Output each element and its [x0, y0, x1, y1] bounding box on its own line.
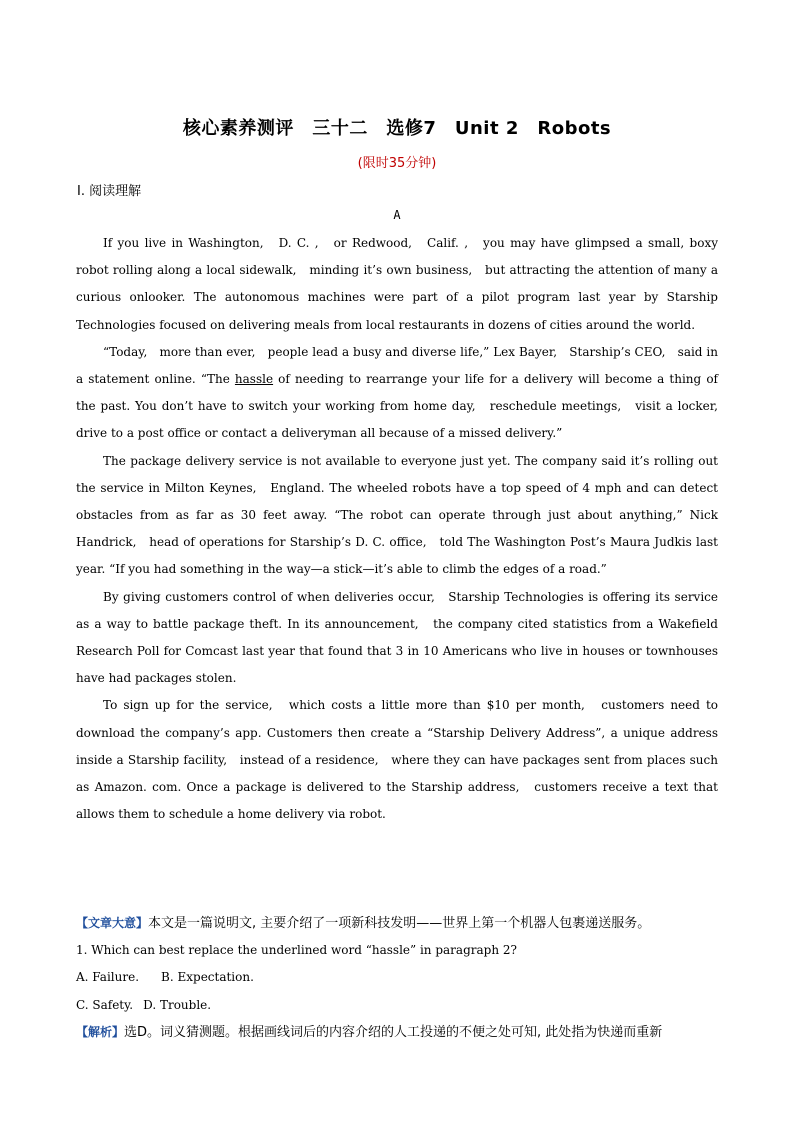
analysis-tag: 【解析】: [76, 1024, 125, 1039]
summary-line: [76, 910, 718, 937]
passage-body: [76, 230, 731, 828]
option-c: C. Safety.: [76, 997, 134, 1012]
option-a: A. Failure.: [76, 970, 140, 985]
analysis-line: [76, 1019, 718, 1046]
summary-tag: 【文章大意】: [76, 916, 149, 930]
paragraph-1: If you live in Washington, D. C. , or Redwood, Calif. , you may have glimpsed a small, boxy robot rolling along a local sidewalk, minding it’s own business, but attracting the attention of many a curious onlooker. The autonomous machines were part of a pilot program last year by Starship Technologies focused on delivering meals from local restaurants in dozens of cities around the world.: [76, 236, 718, 332]
question-1-options-row-2: [76, 992, 718, 1019]
section-heading: Ⅰ. 阅读理解: [77, 184, 142, 199]
paragraph-2-start: “Today, more than ever, people lead a busy and diverse life,” Lex Bayer, Starship’s CEO, said in a statement online. “The: [76, 344, 718, 387]
option-b: B. Expectation.: [161, 970, 254, 985]
paragraph-5: To sign up for the service, which costs a little more than $10 per month, customers need to download the company’s app. Customers then create a “Starship Delivery Address”, a unique address inside a Starship facility, instead of a residence, where they can have packages sent from places such as Amazon. com. Once a package is delivered to the Starship address, customers receive a text that allows them to schedule a home delivery via robot.: [76, 698, 718, 822]
option-d: D. Trouble.: [143, 997, 212, 1012]
paragraph-3: The package delivery service is not available to everyone just yet. The company said it’s rolling out the service in Milton Keynes, England. The wheeled robots have a top speed of 4 mph and can detect obstacles from as far as 30 feet away. “The robot can operate through just about anything,” Nick Handrick, head of operations for Starship’s D. C. office, told The Washington Post’s Maura Judkis last year. “If you had something in the way—a stick—it’s able to climb the edges of a road.”: [76, 453, 718, 577]
question-area: [76, 910, 718, 1046]
analysis-text: 选D。词义猜测题。根据画线词后的内容介绍的人工投递的不便之处可知, 此处指为快递而重新: [124, 1024, 663, 1040]
time-limit: (限时35分钟): [357, 156, 437, 171]
question-1-stem: 1. Which can best replace the underlined word “hassle” in paragraph 2?: [76, 943, 517, 958]
paragraph-4: By giving customers control of when deliveries occur, Starship Technologies is offering its service as a way to battle package theft. In its announcement, the company cited statistics from a Wakefield Research Poll for Comcast last year that found that 3 in 10 Americans who live in houses or townhouses have had packages stolen.: [76, 589, 718, 686]
paragraph-2: [76, 339, 731, 448]
paragraph-2-end: of needing to rearrange your life for a delivery will become a thing of the past. You don’t have to switch your working from home day, reschedule meetings, visit a locker, drive to a post office or contact a deliveryman all because of a missed delivery.”: [76, 372, 731, 441]
question-1-options-row-1: [76, 964, 718, 991]
summary-text: 本文是一篇说明文, 主要介绍了一项新科技发明——世界上第一个机器人包裹递送服务。: [148, 916, 651, 931]
underlined-word: hassle: [234, 372, 274, 387]
page-title: 核心素养测评 三十二 选修7 Unit 2 Robots: [182, 118, 612, 139]
passage-label: A: [393, 208, 401, 222]
